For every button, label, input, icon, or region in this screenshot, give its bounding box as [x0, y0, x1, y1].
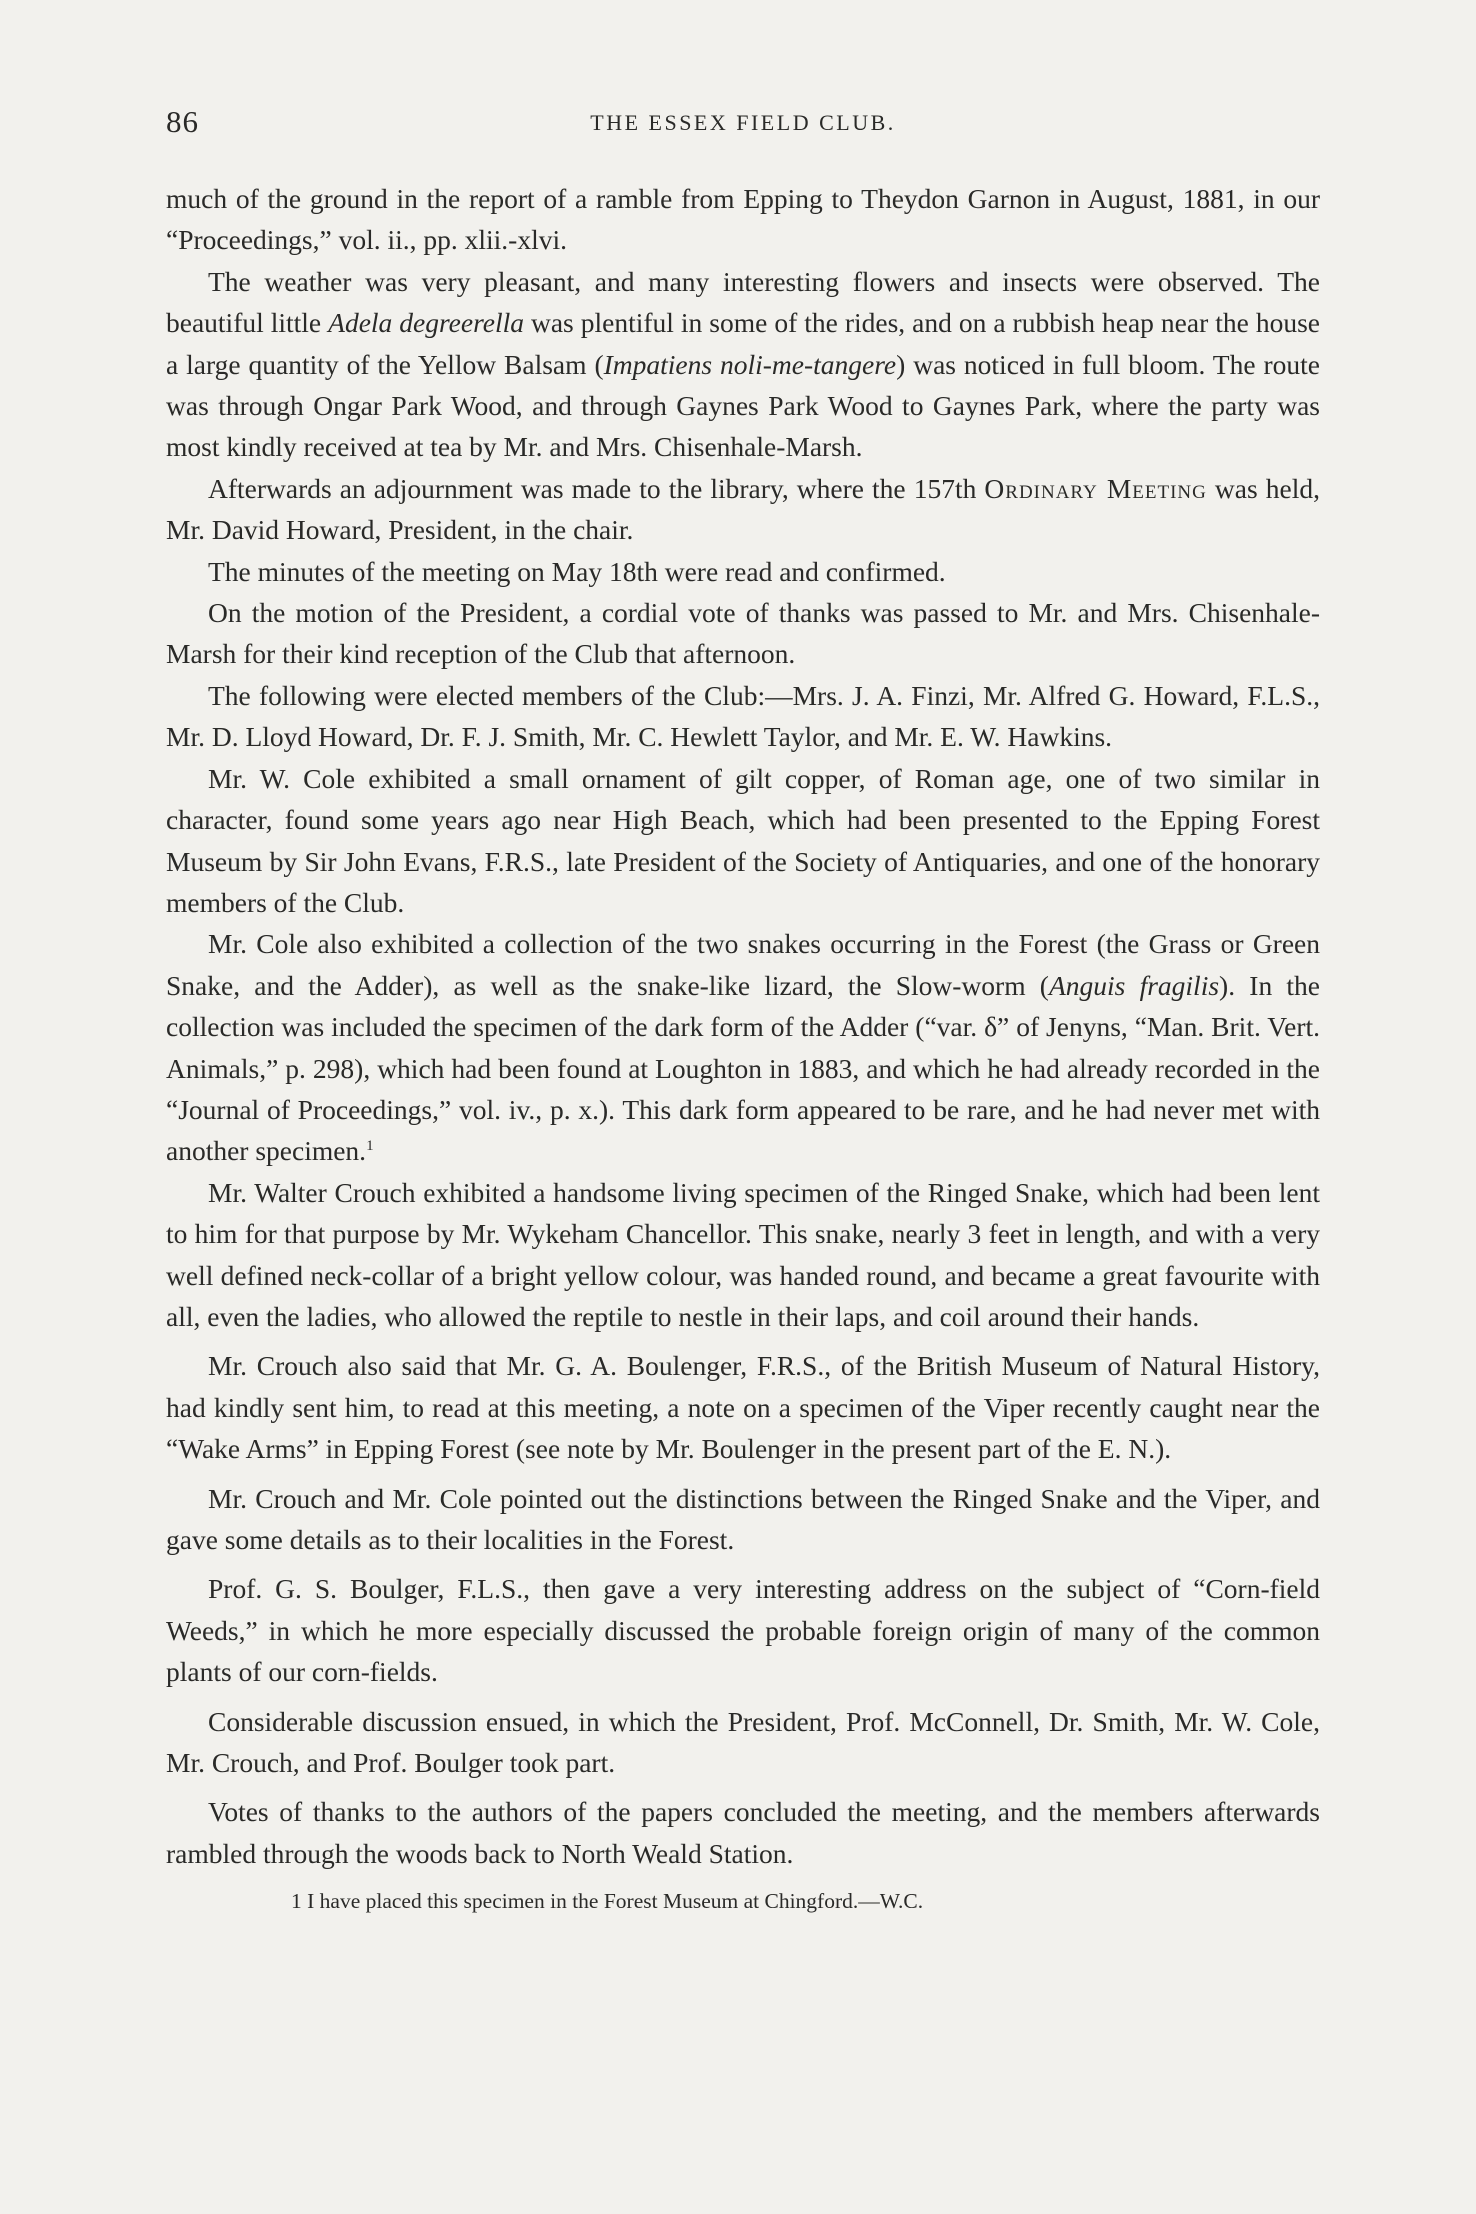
paragraph-text: much of the ground in the report of a ramble from Epping to Theydon Garnon in August, 1881, in our “Proceedings,” vol. ii., pp. xlii.-xlvi. [166, 183, 1320, 256]
paragraph-text: Mr. W. Cole exhibited a small ornament of gilt copper, of Roman age, one of two similar in character, found some years ago near High Beach, which had been presented to the Epping Forest Museum by Sir John Evans, F.R.S., late President of the Society of Antiquaries, and one of the honorary members of the Club. [166, 762, 1320, 918]
paragraph-text: The weather was very pleasant, and many interesting flowers and insects were observed. The beautiful little [166, 265, 1320, 339]
paragraph [166, 675, 1320, 758]
paragraph [166, 923, 1320, 1171]
paragraph [166, 758, 1320, 924]
paragraph-text: was plentiful in some of the rides, and on a rubbish heap near the house a large quantity of the Yellow Balsam ( [166, 307, 1320, 380]
paragraph-text: Afterwards an adjournment was made to the library, where the 157th [208, 472, 985, 504]
paragraph [166, 1345, 1320, 1469]
paragraph-text: was held, Mr. David Howard, President, in the chair. [166, 472, 1320, 546]
paragraph [166, 592, 1320, 675]
footnote-text: I have placed this specimen in the Forest Museum at Chingford.—W.C. [301, 1889, 924, 1914]
species-name: Impatiens noli-me-tangere [603, 348, 897, 380]
species-name: Anguis fragilis [1048, 969, 1220, 1001]
paragraph-text: Considerable discussion ensued, in which the President, Prof. McConnell, Dr. Smith, Mr. W. Cole, Mr. Crouch, and Prof. Boulger took part. [166, 1705, 1320, 1779]
paragraph [166, 1478, 1320, 1561]
footnote-number: 1 [291, 1889, 302, 1914]
footnote [166, 1886, 1320, 1916]
paragraph [166, 551, 1320, 592]
paragraph-text: Mr. Crouch and Mr. Cole pointed out the distinctions between the Ringed Snake and the Viper, and gave some details as to their localities in the Forest. [166, 1482, 1320, 1555]
paragraph-text: ). In the collection was included the specimen of the dark form of the Adder (“var. δ” of Jenyns, “Man. Brit. Vert. Animals,” p. 298), which had been found at Loughton in 1883, and which he had already recorded in the “Journal of Proceedings,” vol. iv., p. x.). This dark form appeared to be rare, and he had never met with another specimen. [166, 969, 1320, 1167]
paragraph [166, 468, 1320, 551]
paragraph [166, 1172, 1320, 1338]
paragraph [166, 1568, 1320, 1692]
paragraph-text: Prof. G. S. Boulger, F.L.S., then gave a very interesting address on the subject of “Corn-field Weeds,” in which he more especially discussed the probable foreign origin of many of the common plants of our corn-fields. [166, 1573, 1320, 1688]
paragraph-text: The minutes of the meeting on May 18th were read and confirmed. [208, 555, 946, 587]
running-head: THE ESSEX FIELD CLUB. [590, 110, 896, 135]
paragraph [166, 261, 1320, 468]
paragraph-text: ) was noticed in full bloom. The route was through Ongar Park Wood, and through Gaynes Park Wood to Gaynes Park, where the party was most kindly received at tea by Mr. and Mrs. Chisenhale-Marsh. [166, 348, 1320, 463]
paragraph-text: On the motion of the President, a cordial vote of thanks was passed to Mr. and Mrs. Chisenhale-Marsh for their kind reception of the Club that afternoon. [166, 597, 1320, 670]
page-header [166, 104, 1320, 156]
paragraph [166, 1701, 1320, 1784]
meeting-title: Ordinary Meeting [984, 472, 1207, 504]
paragraph-text: Mr. Crouch also said that Mr. G. A. Boulenger, F.R.S., of the British Museum of Natural History, had kindly sent him, to read at this meeting, a note on a specimen of the Viper recently caught near the “Wake Arms” in Epping Forest (see note by Mr. Boulenger in the present part of the E. N.). [166, 1350, 1320, 1465]
paragraph [166, 1791, 1320, 1874]
footnote-reference[interactable]: 1 [366, 1138, 374, 1155]
book-page [166, 104, 1320, 1916]
body-text [166, 178, 1320, 1874]
paragraph-text: Mr. Cole also exhibited a collection of the two snakes occurring in the Forest (the Grass or Green Snake, and the Adder), as well as the snake-like lizard, the Slow-worm ( [166, 928, 1320, 1001]
paragraph [166, 178, 1320, 261]
page-number: 86 [166, 104, 199, 139]
paragraph-text: The following were elected members of the Club:—Mrs. J. A. Finzi, Mr. Alfred G. Howard, F.L.S., Mr. D. Lloyd Howard, Dr. F. J. Smith, Mr. C. Hewlett Taylor, and Mr. E. W. Hawkins. [166, 679, 1320, 753]
paragraph-text: Mr. Walter Crouch exhibited a handsome living specimen of the Ringed Snake, which had been lent to him for that purpose by Mr. Wykeham Chancellor. This snake, nearly 3 feet in length, and with a very well defined neck-collar of a bright yellow colour, was handed round, and became a great favourite with all, even the ladies, who allowed the reptile to nestle in their laps, and coil around their hands. [166, 1176, 1320, 1332]
species-name: Adela degreerella [328, 307, 524, 339]
paragraph-text: Votes of thanks to the authors of the papers concluded the meeting, and the members afterwards rambled through the woods back to North Weald Station. [166, 1796, 1320, 1869]
